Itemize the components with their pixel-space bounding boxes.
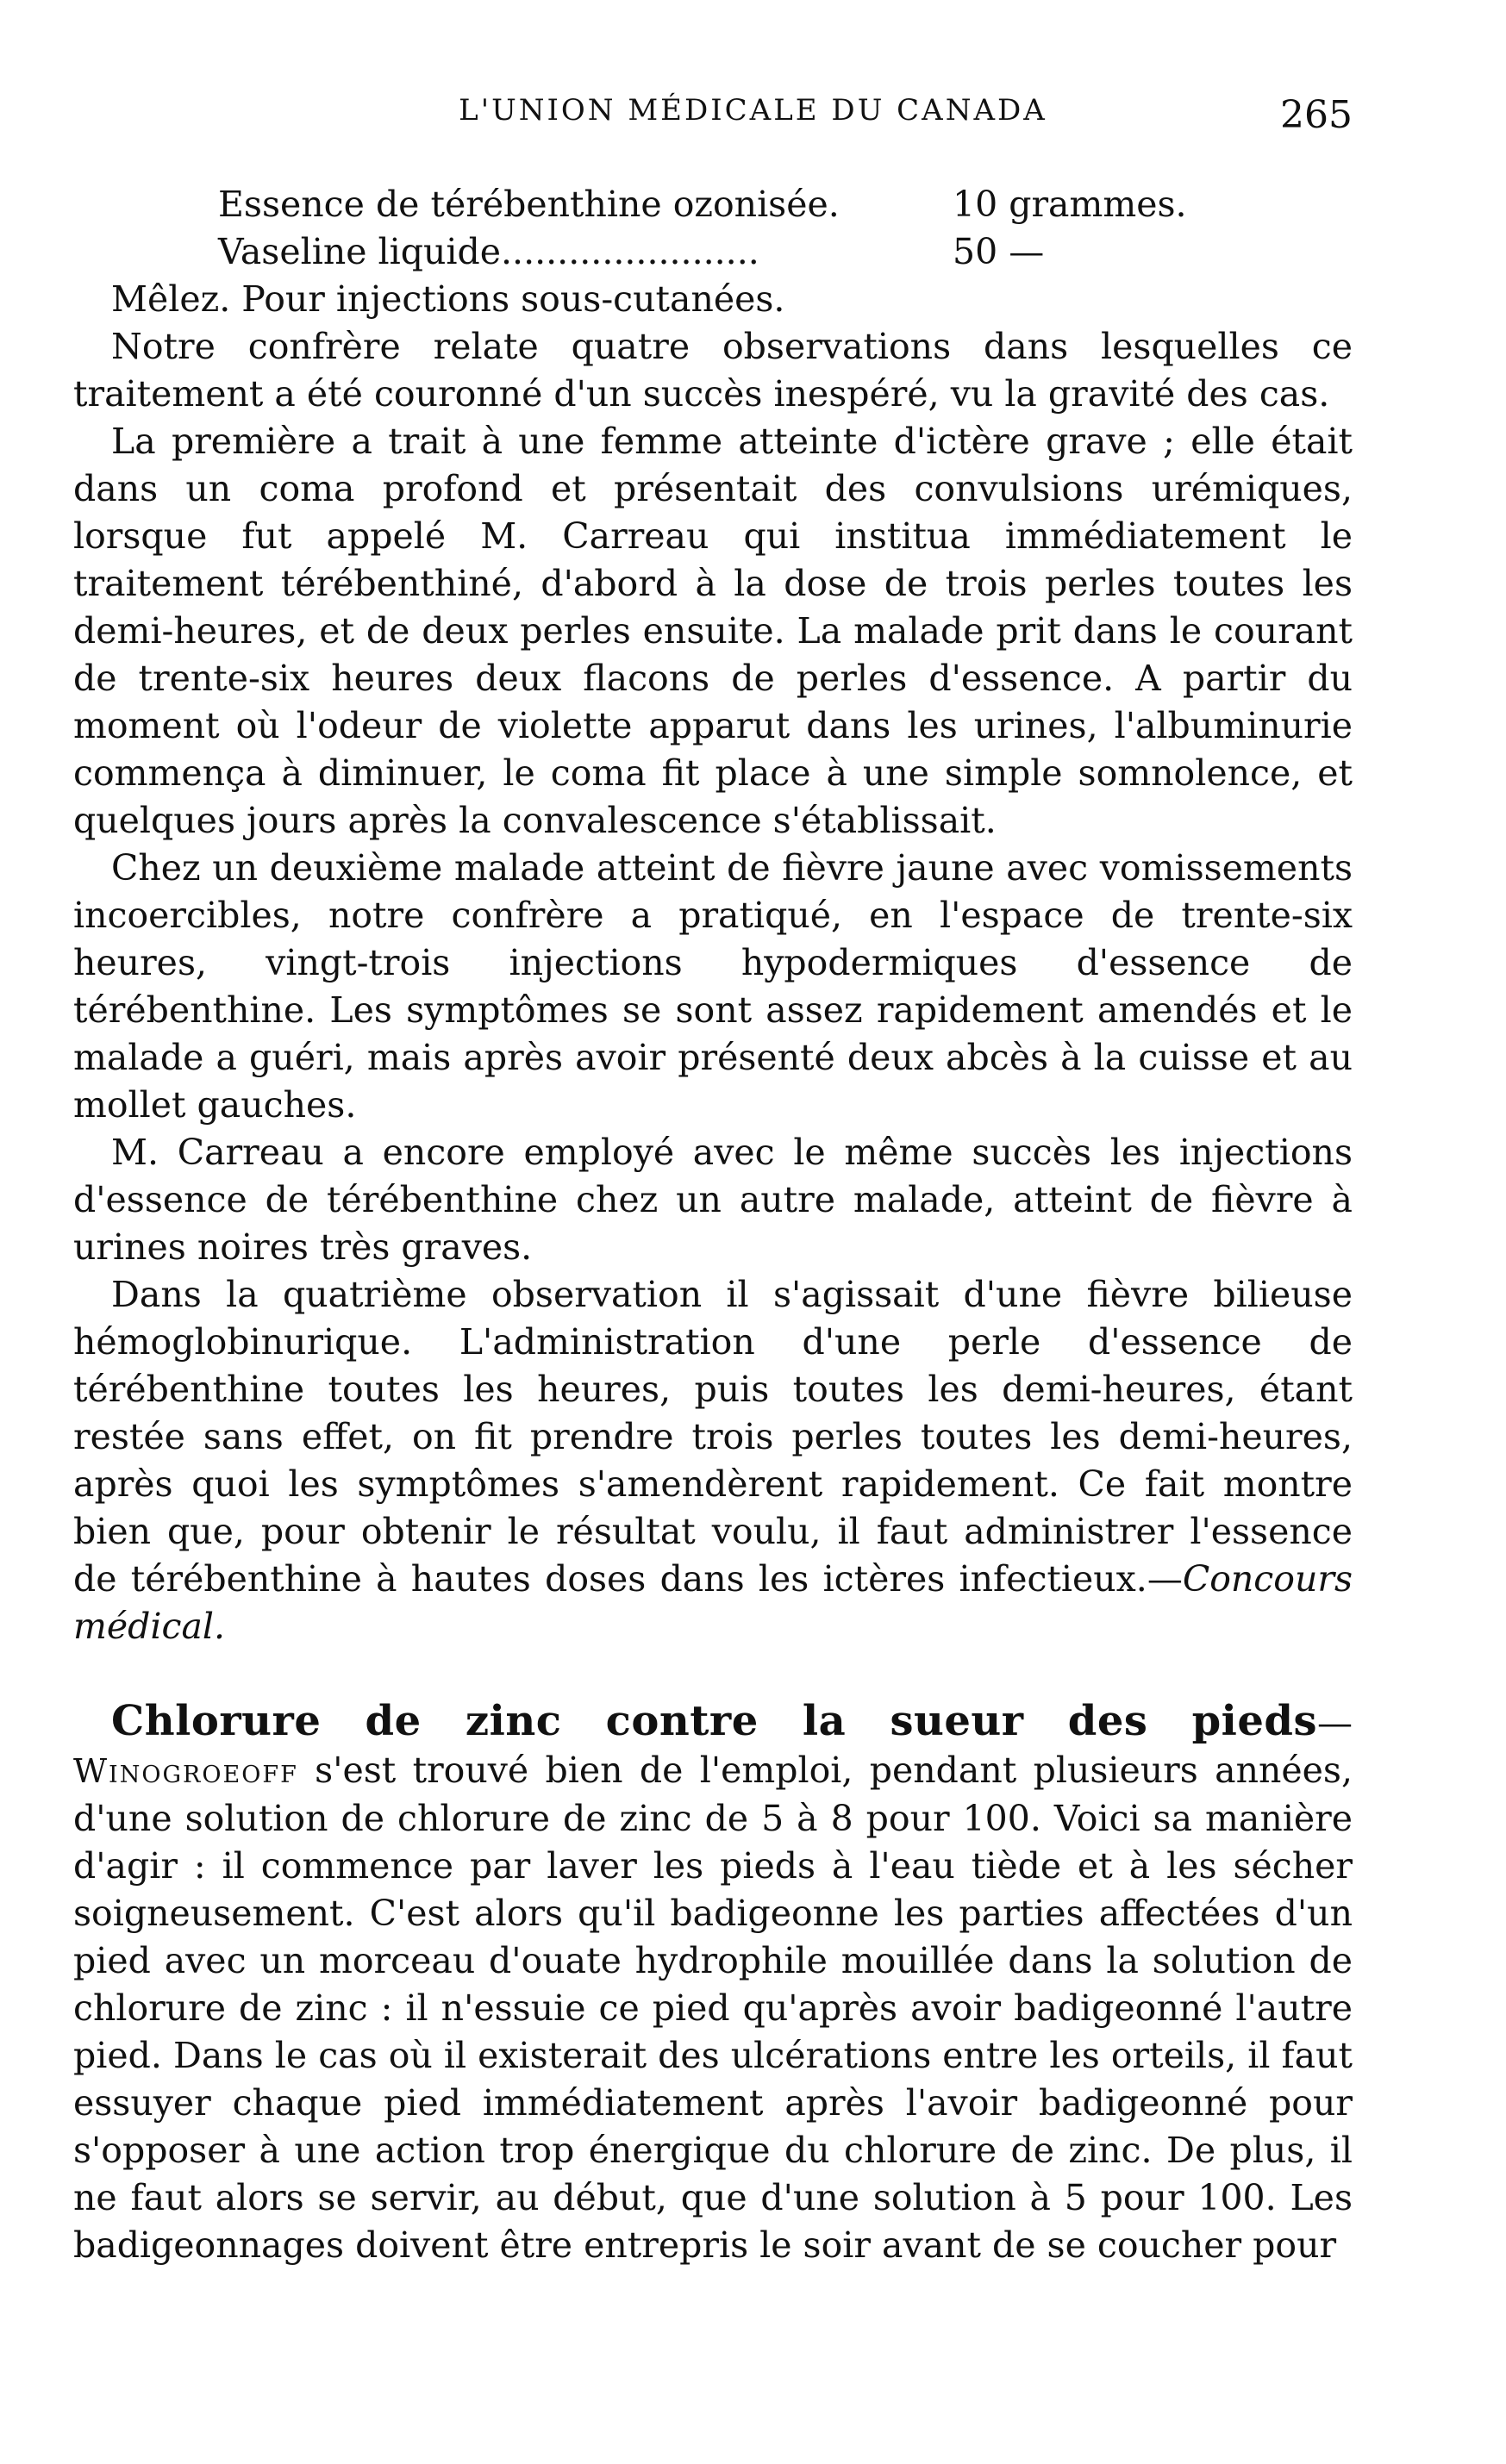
running-header	[0, 93, 1506, 136]
article-body	[73, 181, 1353, 2269]
paragraph	[73, 1271, 1353, 1650]
formula-row	[73, 181, 1353, 228]
formula-quantity: 10 grammes.	[953, 184, 1187, 225]
section-author: Winogroeoff	[73, 1752, 298, 1790]
formula-row	[73, 228, 1353, 276]
paragraph: Mêlez. Pour injections sous-cutanées.	[111, 278, 785, 320]
running-title: L'UNION MÉDICALE DU CANADA	[459, 93, 1047, 128]
title-dash: —	[1317, 1702, 1353, 1744]
section-title: Chlorure de zinc contre la sueur des pieds	[111, 1697, 1317, 1745]
page-number: 265	[1280, 93, 1353, 137]
formula-ingredient: Vaseline liquide.......................	[218, 231, 759, 272]
paragraph: Notre confrère relate quatre observations dans lesquelles ce traitement a été couronné d'un succès inespéré, vu la gravité des cas.	[73, 326, 1353, 415]
formula-quantity: 50 —	[953, 231, 1045, 272]
paragraph: La première a trait à une femme atteinte d'ictère grave ; elle était dans un coma profond et présentait des convulsions urémiques, lorsque fut appelé M. Carreau qui institua immédiatement le traitement térébenthiné, d'abord à la dose de trois perles toutes les demi-heures, et de deux perles ensuite. La malade prit dans le courant de trente-six heures deux flacons de perles d'essence. A partir du moment où l'odeur de violette apparut dans les urines, l'albuminurie commença à diminuer, le coma fit place à une simple somnolence, et quelques jours après la convalescence s'établissait.	[73, 421, 1353, 841]
paragraph-text: Dans la quatrième observation il s'agissait d'une fièvre bilieuse hémoglobinurique. L'administration d'une perle d'essence de térébenthine toutes les heures, puis toutes les demi-heures, étant restée sans effet, on fit prendre trois perles toutes les demi-heures, après quoi les symptômes s'amendèrent rapidement. Ce fait montre bien que, pour obtenir le résultat voulu, il faut administrer l'essence de térébenthine à hautes doses dans les ictères infectieux.—	[73, 1274, 1353, 1600]
section-text: s'est trouvé bien de l'emploi, pendant plusieurs années, d'une solution de chlorure de zinc de 5 à 8 pour 100. Voici sa manière d'agir : il commence par laver les pieds à l'eau tiède et à les sécher soigneusement. C'est alors qu'il badigeonne les parties affectées d'un pied avec un morceau d'ouate hydrophile mouillée dans la solution de chlorure de zinc : il n'essuie ce pied qu'après avoir badigeonné l'autre pied. Dans le cas où il existerait des ulcérations entre les orteils, il faut essuyer chaque pied immédiatement après l'avoir badigeonné pour s'opposer à une action trop énergique du chlorure de zinc. De plus, il ne faut alors se servir, au début, que d'une solution à 5 pour 100. Les badigeonnages doivent être entrepris le soir avant de se coucher pour	[73, 1750, 1353, 2266]
paragraph: M. Carreau a encore employé avec le même succès les injections d'essence de térébenthine chez un autre malade, atteint de fièvre à urines noires très graves.	[73, 1132, 1353, 1268]
section-paragraph	[73, 1698, 1353, 2269]
source-citation: Concours médical.	[73, 1558, 1353, 1647]
paragraph: Chez un deuxième malade atteint de fièvre jaune avec vomissements incoercibles, notre confrère a pratiqué, en l'espace de trente-six heures, vingt-trois injections hypodermiques d'essence de térébenthine. Les symptômes se sont assez rapidement amendés et le malade a guéri, mais après avoir présenté deux abcès à la cuisse et au mollet gauches.	[73, 847, 1353, 1126]
formula-ingredient: Essence de térébenthine ozonisée.	[218, 184, 840, 225]
